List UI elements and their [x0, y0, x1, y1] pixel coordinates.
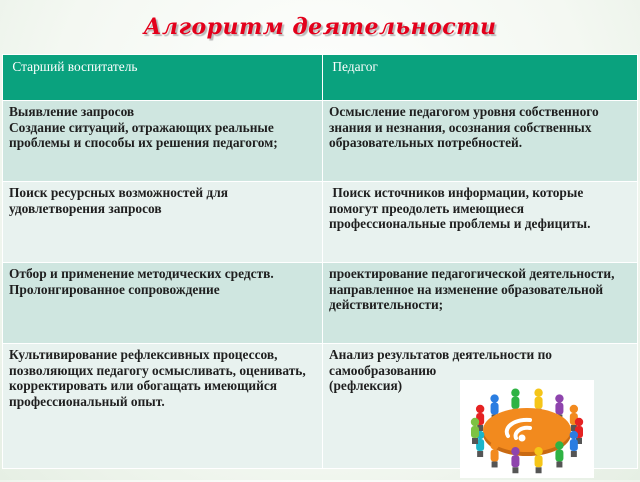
table-row [3, 182, 638, 263]
table-header-row [3, 55, 638, 101]
person-figure [555, 441, 563, 467]
table-row [3, 263, 638, 344]
person-figure [490, 441, 498, 467]
row-4-senior-educator: Культивирование рефлексивных процессов, позволяющих педагогу осмысливать, оценивать, корректировать или обогащать имеющийся профессиональный опыт. [3, 344, 323, 469]
header-senior-educator-label: Старший воспитатель [12, 59, 138, 74]
row-1-teacher: Осмысление педагогом уровня собственного знания и незнания, осознания собственных образовательных потребностей. [323, 101, 638, 182]
person-figure [471, 418, 479, 444]
row-1-senior-educator: Выявление запросов Создание ситуаций, отражающих реальные проблемы и способы их решения педагогом; [3, 101, 323, 182]
person-figure [511, 447, 519, 473]
row-2-senior-educator: Поиск ресурсных возможностей для удовлетворения запросов [3, 182, 323, 263]
row-3-teacher: проектирование педагогической деятельности, направленное на изменение образовательной действительности; [323, 263, 638, 344]
row-3-senior-educator: Отбор и применение методических средств. Пролонгированное сопровождение [3, 263, 323, 344]
person-figure [570, 431, 578, 457]
page-title: Алгоритм деятельности [143, 14, 497, 40]
round-table-illustration [460, 380, 594, 478]
row-2-teacher: Поиск источников информации, которые помогут преодолеть имеющиеся профессиональные проблемы и дефициты. [323, 182, 638, 263]
person-figure [534, 447, 542, 473]
table-row [3, 101, 638, 182]
header-teacher [323, 55, 638, 101]
header-teacher-label: Педагог [332, 59, 378, 74]
row-4-teacher: Анализ результатов деятельности по самообразованию (рефлексия) [323, 344, 638, 469]
round-table-meeting-icon [460, 380, 594, 478]
header-senior-educator [3, 55, 323, 101]
